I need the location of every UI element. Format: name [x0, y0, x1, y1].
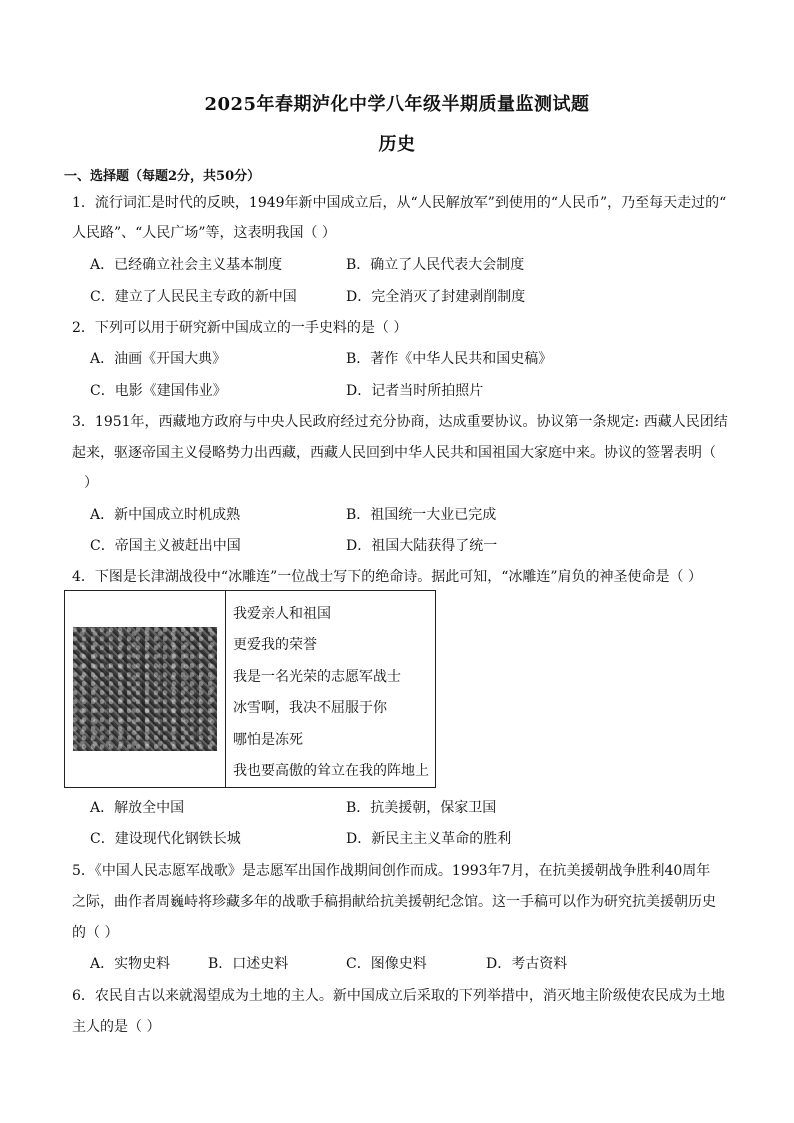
question-5-option-d: D．考古资料 [486, 956, 568, 972]
question-2-option-d: D．记者当时所拍照片 [346, 383, 484, 399]
question-5-option-b: B．口述史料 [208, 956, 289, 972]
question-1-option-d: D．完全消灭了封建剥削制度 [346, 289, 526, 305]
question-4-option-a: A．解放全中国 [90, 800, 185, 816]
question-1-line-2: 人民路”、“人民广场”等，这表明我国（ ） [72, 225, 336, 241]
question-5-line-1: 5．《中国人民志愿军战歌》是志愿军出国作战期间创作而成。1993年7月，在抗美援朝战争胜利40周年 [72, 863, 711, 879]
question-3-line-1: 3．1951年，西藏地方政府与中央人民政府经过充分协商，达成重要协议。协议第一条规定: 西藏人民团结 [72, 414, 728, 430]
question-3-option-c: C．帝国主义被赶出中国 [90, 538, 241, 554]
question-2-line-1: 2．下列可以用于研究新中国成立的一手史料的是（ ） [72, 320, 408, 336]
poem-line: 冰雪啊，我决不屈服于你 [233, 700, 387, 716]
question-4-option-b: B．抗美援朝，保家卫国 [346, 800, 497, 816]
question-3-option-b: B．祖国统一大业已完成 [346, 507, 497, 523]
question-6-line-2: 主人的是（ ） [72, 1019, 161, 1035]
exam-title: 2025年春期泸化中学八年级半期质量监测试题 [204, 94, 590, 115]
question-4-line-1: 4．下图是长津湖战役中“冰雕连”一位战士写下的绝命诗。据此可知，“冰雕连”肩负的神圣使命是（ ） [72, 569, 702, 585]
table-divider [225, 591, 226, 787]
poem-line: 哪怕是冻死 [233, 732, 303, 748]
question-1-option-b: B．确立了人民代表大会制度 [346, 257, 525, 273]
question-2-option-b: B．著作《中华人民共和国史稿》 [346, 351, 553, 367]
poem-table [64, 590, 436, 788]
question-2-option-c: C．电影《建国伟业》 [90, 383, 227, 399]
question-2-option-a: A．油画《开国大典》 [90, 351, 227, 367]
question-3-option-a: A．新中国成立时机成熟 [90, 507, 241, 523]
subject-title: 历史 [378, 134, 416, 155]
question-5-option-a: A．实物史料 [90, 956, 171, 972]
question-4-option-d: D．新民主主义革命的胜利 [346, 831, 512, 847]
question-1-option-a: A．已经确立社会主义基本制度 [90, 257, 283, 273]
section-heading: 一、选择题（每题2分，共50分） [64, 169, 261, 184]
manuscript-texture [79, 637, 211, 741]
question-3-line-3: ） [84, 475, 98, 491]
question-3-option-d: D．祖国大陆获得了统一 [346, 538, 498, 554]
poem-line: 我爱亲人和祖国 [233, 606, 331, 622]
question-1-option-c: C．建立了人民民主专政的新中国 [90, 289, 297, 305]
question-3-line-2: 起来，驱逐帝国主义侵略势力出西藏，西藏人民回到中华人民共和国祖国大家庭中来。协议的签署表明（ [72, 445, 716, 461]
question-5-line-3: 的（ ） [72, 925, 119, 941]
question-1-line-1: 1．流行词汇是时代的反映，1949年新中国成立后，从“人民解放军”到使用的“人民币”，乃至每天走过的“ [72, 195, 727, 211]
poem-line: 我也要高傲的耸立在我的阵地上 [233, 763, 429, 779]
poem-line: 更爱我的荣誉 [233, 637, 317, 653]
poem-line: 我是一名光荣的志愿军战士 [233, 669, 401, 685]
question-5-option-c: C．图像史料 [346, 956, 427, 972]
question-4-option-c: C．建设现代化钢铁长城 [90, 831, 241, 847]
question-5-line-2: 之际，曲作者周巍峙将珍藏多年的战歌手稿捐献给抗美援朝纪念馆。这一手稿可以作为研究抗美援朝历史 [72, 894, 716, 910]
question-6-line-1: 6．农民自古以来就渴望成为土地的主人。新中国成立后采取的下列举措中，消灭地主阶级使农民成为土地 [72, 988, 725, 1004]
